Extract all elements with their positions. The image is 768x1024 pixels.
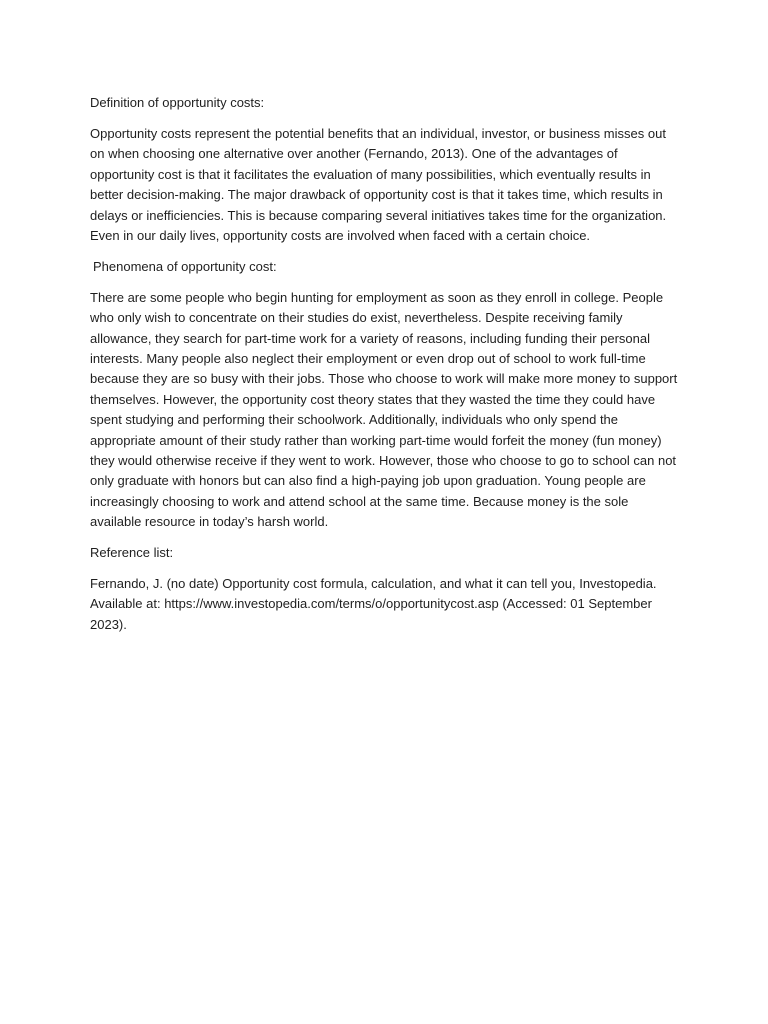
phenomena-heading: Phenomena of opportunity cost: (93, 258, 277, 274)
document-body (90, 93, 680, 646)
reference-entry: Fernando, J. (no date) Opportunity cost formula, calculation, and what it can tell you, Investopedia. Available at: https://www.investopedia.com/terms/o/opportunitycost.asp (Accessed: 01 September 2023). (90, 576, 657, 632)
definition-heading: Definition of opportunity costs: (90, 95, 265, 110)
reference-heading: Reference list: (90, 545, 174, 561)
phenomena-paragraph: There are some people who begin hunting for employment as soon as they enroll in college. People who only wish to concentrate on their studies do exist, nevertheless. Despite receiving family allowance, they search for part-time work for a variety of reasons, including funding their personal interests. Many people also neglect their employment or even drop out of school to work full-time because they are so busy with their jobs. Those who choose to work will make more money to support themselves. However, the opportunity cost theory states that they wasted the time they could have spent studying and performing their schoolwork. Additionally, individuals who only spend the appropriate amount of their study rather than working part-time would forfeit the money (fun money) they would otherwise receive if they went to work. However, those who choose to go to school can not only graduate with honors but can also find a high-paying job upon graduation. Young people are increasingly choosing to work and attend school at the same time. Because money is the sole available resource in today’s harsh world. (90, 289, 678, 530)
definition-paragraph: Opportunity costs represent the potential benefits that an individual, investor, or business misses out on when choosing one alternative over another (Fernando, 2013). One of the advantages of opportunity cost is that it facilitates the evaluation of many possibilities, which eventually results in better decision-making. The major drawback of opportunity cost is that it takes time, which results in delays or inefficiencies. This is because comparing several initiatives takes time for the organization. Even in our daily lives, opportunity costs are involved when faced with a certain choice. (90, 125, 667, 243)
